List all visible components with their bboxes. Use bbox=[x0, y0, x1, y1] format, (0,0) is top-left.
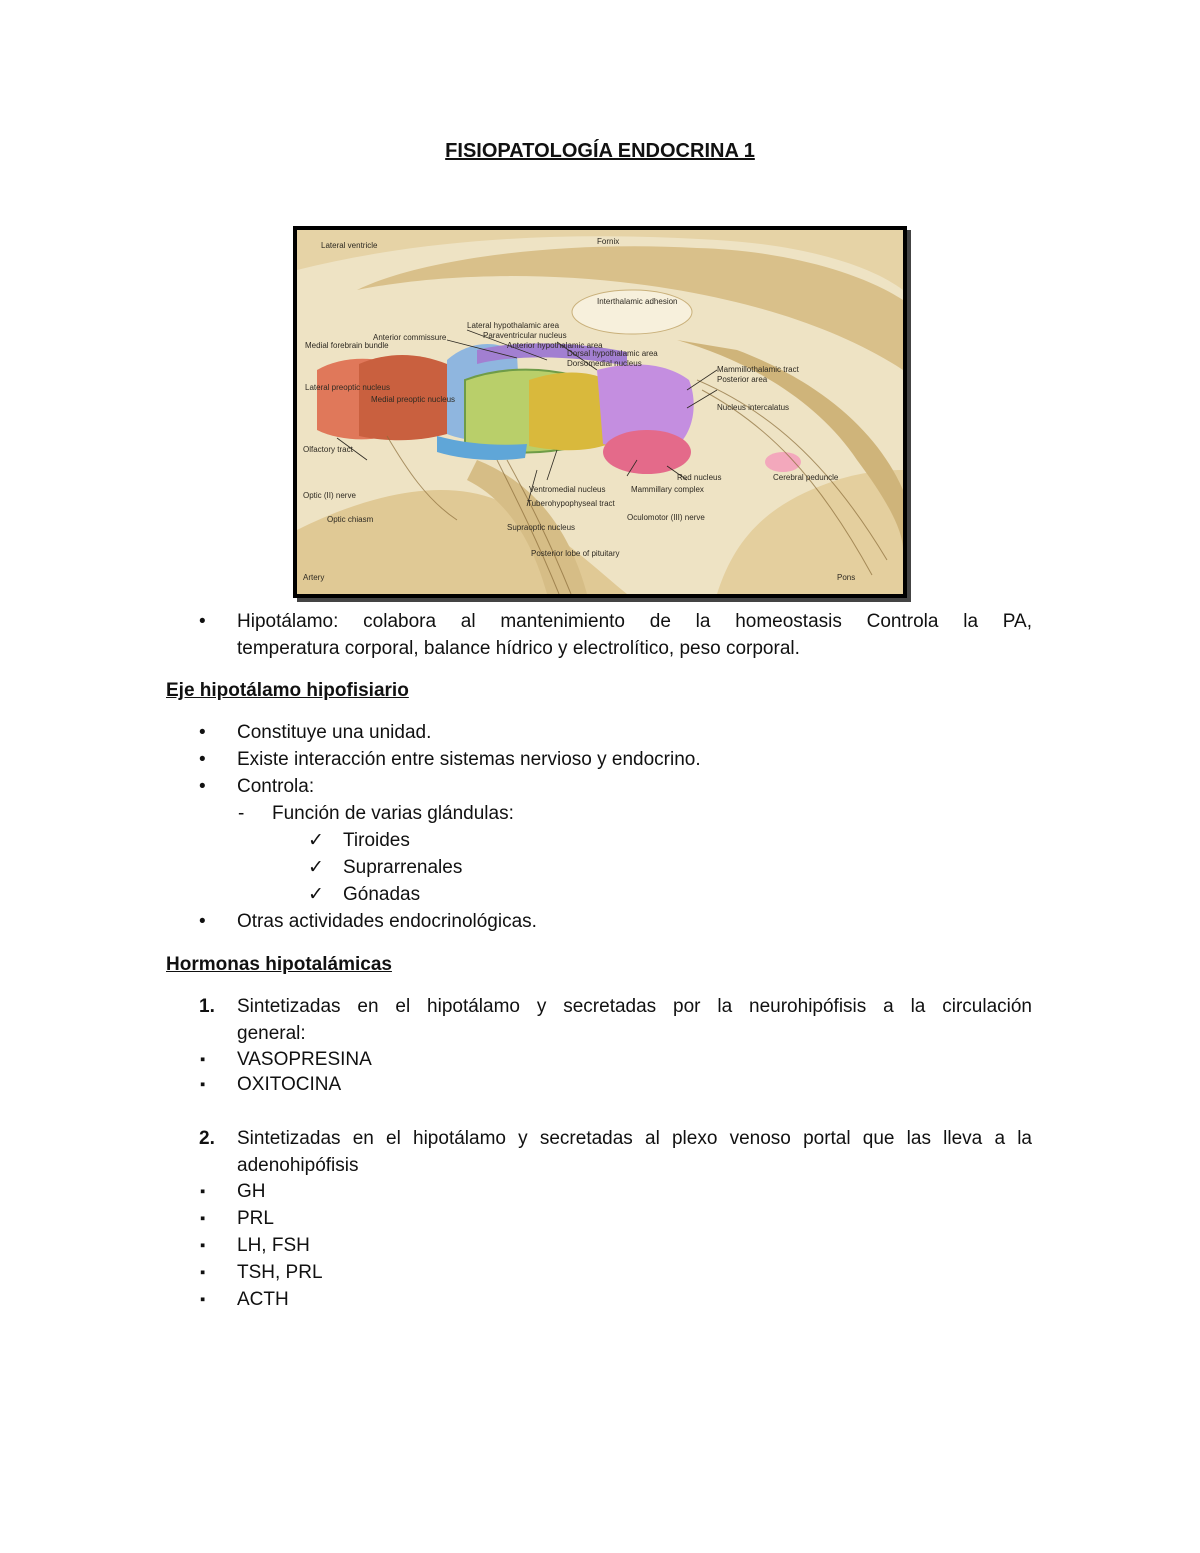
square-bullet-icon: ▪ bbox=[200, 1210, 206, 1227]
section-heading-hormonas: Hormonas hipotalámicas bbox=[166, 954, 392, 975]
bullet-icon: • bbox=[199, 749, 206, 770]
hormone-item: PRL bbox=[237, 1208, 274, 1229]
figure-label: Mammillothalamic tract bbox=[717, 365, 799, 374]
group1-text-line-1: Sintetizadas en el hipotálamo y secretadas por la neurohipófisis a la circulación bbox=[237, 996, 1032, 1017]
group2-text-line-1: Sintetizadas en el hipotálamo y secretadas al plexo venoso portal que las lleva a la bbox=[237, 1128, 1032, 1149]
check-icon: ✓ bbox=[308, 830, 324, 851]
figure-label: Medial forebrain bundle bbox=[305, 341, 389, 350]
figure-label: Dorsomedial nucleus bbox=[567, 359, 642, 368]
hormone-item: ACTH bbox=[237, 1289, 289, 1310]
check-icon: ✓ bbox=[308, 884, 324, 905]
figure-label: Lateral hypothalamic area bbox=[467, 321, 560, 330]
figure-label: Pons bbox=[837, 573, 856, 582]
figure-label: Ventromedial nucleus bbox=[529, 485, 606, 494]
square-bullet-icon: ▪ bbox=[200, 1264, 206, 1281]
intro-text-line-1: Hipotálamo: colabora al mantenimiento de la homeostasis Controla la PA, bbox=[237, 611, 1032, 632]
figure-label: Fornix bbox=[597, 237, 620, 246]
figure-label: Nucleus intercalatus bbox=[717, 403, 790, 412]
figure-label: Medial preoptic nucleus bbox=[371, 395, 456, 404]
figure-label: Oculomotor (III) nerve bbox=[627, 513, 705, 522]
list-item: Otras actividades endocrinológicas. bbox=[237, 911, 537, 932]
square-bullet-icon: ▪ bbox=[200, 1237, 206, 1254]
figure-label: Olfactory tract bbox=[303, 445, 353, 454]
figure-label: Paraventricular nucleus bbox=[483, 331, 567, 340]
list-item: Controla: bbox=[237, 776, 315, 797]
figure-label: Dorsal hypothalamic area bbox=[567, 349, 658, 358]
figure-label: Optic chiasm bbox=[327, 515, 374, 524]
hypothalamus-illustration bbox=[293, 226, 907, 598]
bullet-icon: • bbox=[199, 611, 206, 632]
figure-label: Lateral preoptic nucleus bbox=[305, 383, 390, 392]
figure-label: Posterior lobe of pituitary bbox=[531, 549, 620, 558]
hormone-item: TSH, PRL bbox=[237, 1262, 323, 1283]
sub-list-item: Función de varias glándulas: bbox=[272, 803, 514, 824]
figure-label: Anterior commissure bbox=[373, 333, 447, 342]
intro-text-line-2: temperatura corporal, balance hídrico y electrolítico, peso corporal. bbox=[237, 638, 800, 659]
document-title: FISIOPATOLOGÍA ENDOCRINA 1 bbox=[445, 140, 755, 162]
figure-label: Lateral ventricle bbox=[321, 241, 378, 250]
list-number: 1. bbox=[199, 996, 215, 1017]
square-bullet-icon: ▪ bbox=[200, 1076, 206, 1093]
gland-item: Tiroides bbox=[343, 830, 410, 851]
list-item: Existe interacción entre sistemas nervioso y endocrino. bbox=[237, 749, 701, 770]
figure-label: Mammillary complex bbox=[631, 485, 704, 494]
section-heading-eje: Eje hipotálamo hipofisiario bbox=[166, 680, 409, 701]
figure-label: Supraoptic nucleus bbox=[507, 523, 576, 532]
square-bullet-icon: ▪ bbox=[200, 1183, 206, 1200]
bullet-icon: • bbox=[199, 911, 206, 932]
hormone-item: OXITOCINA bbox=[237, 1074, 342, 1095]
gland-item: Gónadas bbox=[343, 884, 421, 905]
figure-label: Tuberohypophyseal tract bbox=[527, 499, 615, 508]
figure-label: Interthalamic adhesion bbox=[597, 297, 678, 306]
list-number: 2. bbox=[199, 1128, 215, 1149]
hypothalamus-drawing bbox=[297, 230, 903, 594]
hormone-item: VASOPRESINA bbox=[237, 1049, 372, 1070]
check-icon: ✓ bbox=[308, 857, 324, 878]
dash-icon: - bbox=[238, 803, 245, 824]
gland-item: Suprarrenales bbox=[343, 857, 463, 878]
figure-label: Red nucleus bbox=[677, 473, 722, 482]
group1-text-line-2: general: bbox=[237, 1023, 306, 1044]
figure-label: Cerebral peduncle bbox=[773, 473, 839, 482]
square-bullet-icon: ▪ bbox=[200, 1051, 206, 1068]
figure-label: Artery bbox=[303, 573, 325, 582]
figure-label: Anterior hypothalamic area bbox=[507, 341, 603, 350]
group2-text-line-2: adenohipófisis bbox=[237, 1155, 359, 1176]
square-bullet-icon: ▪ bbox=[200, 1291, 206, 1308]
figure-label: Posterior area bbox=[717, 375, 768, 384]
figure-label: Optic (II) nerve bbox=[303, 491, 356, 500]
bullet-icon: • bbox=[199, 776, 206, 797]
bullet-icon: • bbox=[199, 722, 206, 743]
hormone-item: LH, FSH bbox=[237, 1235, 310, 1256]
list-item: Constituye una unidad. bbox=[237, 722, 432, 743]
hormone-item: GH bbox=[237, 1181, 266, 1202]
